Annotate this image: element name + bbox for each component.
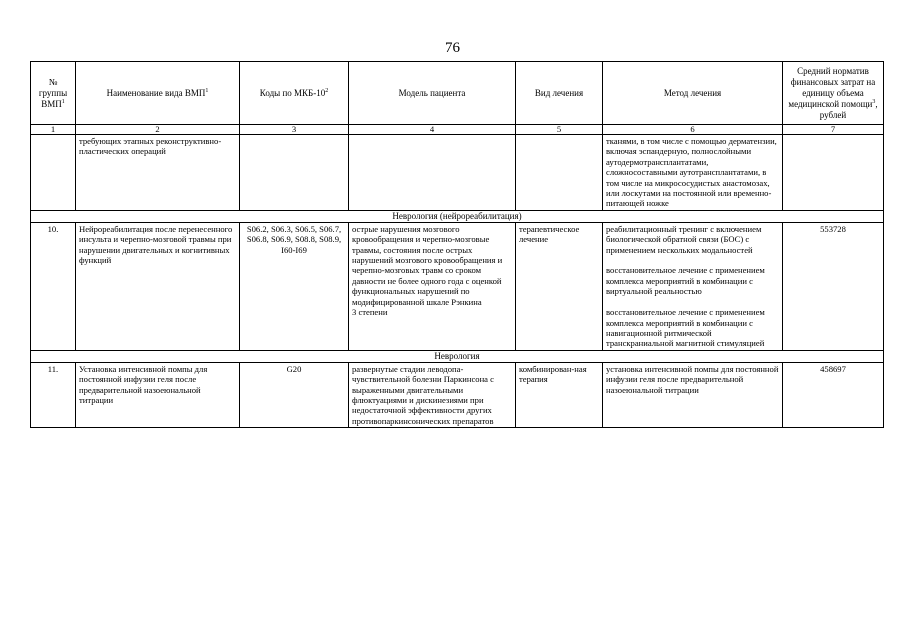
column-number: 3: [240, 125, 349, 135]
column-number: 1: [31, 125, 76, 135]
cell-method: реабилитационный тренинг с включением биологической обратной связи (БОС) с применением нескольких модальностей восстановительное лечение с применением комплекса мероприятий в комбинации с виртуальной реальностью восстановительное лечение с применением комплекса мероприятий в комбинации с навигационной ритмической транскраниальной магнитной стимуляцией: [603, 222, 783, 350]
column-number-row: [31, 125, 884, 135]
header-cost-norm: Средний норматив финансовых затрат на единицу объема медицинской помощи$^3$, рублей: [783, 62, 884, 125]
table-header-row: [31, 62, 884, 125]
header-treatment-type: Вид лечения: [516, 62, 603, 125]
cell-model: [349, 135, 516, 211]
header-treatment-method: Метод лечения: [603, 62, 783, 125]
table-row: [31, 362, 884, 427]
section-header-row: [31, 350, 884, 362]
cell-name: Установка интенсивной помпы для постоянной инфузии геля после предварительной назоеюнальной титрации: [76, 362, 240, 427]
section-title: Неврология (нейрореабилитация): [31, 210, 884, 222]
header-vmp-name: Наименование вида ВМП$^1$: [76, 62, 240, 125]
header-patient-model: Модель пациента: [349, 62, 516, 125]
cell-group: 11.: [31, 362, 76, 427]
cell-name: требующих этапных реконструктивно-пластических операций: [76, 135, 240, 211]
column-number: 5: [516, 125, 603, 135]
cell-model: острые нарушения мозгового кровообращения и черепно-мозговые травмы, состояния после острых нарушений мозгового кровообращения и черепно-мозговых травм со сроком давности не более одного года с оценкой функциональных нарушений по модифицированной шкале Рэнкина 3 степени: [349, 222, 516, 350]
cell-cost: 553728: [783, 222, 884, 350]
section-title: Неврология: [31, 350, 884, 362]
header-group-number: № группы ВМП$^1$: [31, 62, 76, 125]
cell-treatment: комбинирован-ная терапия: [516, 362, 603, 427]
cell-group: [31, 135, 76, 211]
cell-model: развернутые стадии леводопа-чувствительной болезни Паркинсона с выраженными двигательными флюктуациями и дискинезиями при недостаточной эффективности других противопаркинсонических препаратов: [349, 362, 516, 427]
vmp-table: [30, 61, 884, 428]
cell-method: тканями, в том числе с помощью дерматензии, включая эспандерную, полнослойными аутодермотрансплантатами, сложносоставными аутотрансплантатами, в том числе на микрососудистых анастомозах, или лоскутами на постоянной или временно-питающей ножке: [603, 135, 783, 211]
column-number: 4: [349, 125, 516, 135]
column-number: 6: [603, 125, 783, 135]
column-number: 7: [783, 125, 884, 135]
cell-cost: 458697: [783, 362, 884, 427]
cell-cost: [783, 135, 884, 211]
cell-codes: [240, 135, 349, 211]
cell-group: 10.: [31, 222, 76, 350]
cell-treatment: терапевтическое лечение: [516, 222, 603, 350]
cell-name: Нейрореабилитация после перенесенного инсульта и черепно-мозговой травмы при нарушении двигательных и когнитивных функций: [76, 222, 240, 350]
cell-codes: S06.2, S06.3, S06.5, S06.7, S06.8, S06.9, S08.8, S08.9, I60-I69: [240, 222, 349, 350]
section-header-row: [31, 210, 884, 222]
page-number: 76: [445, 40, 460, 56]
cell-method: установка интенсивной помпы для постоянной инфузии геля после предварительной назоеюнальной титрации: [603, 362, 783, 427]
column-number: 2: [76, 125, 240, 135]
table-row: [31, 222, 884, 350]
header-icd-codes: Коды по МКБ-$10^2$: [240, 62, 349, 125]
continuation-row: [31, 135, 884, 211]
cell-codes: G20: [240, 362, 349, 427]
cell-treatment: [516, 135, 603, 211]
